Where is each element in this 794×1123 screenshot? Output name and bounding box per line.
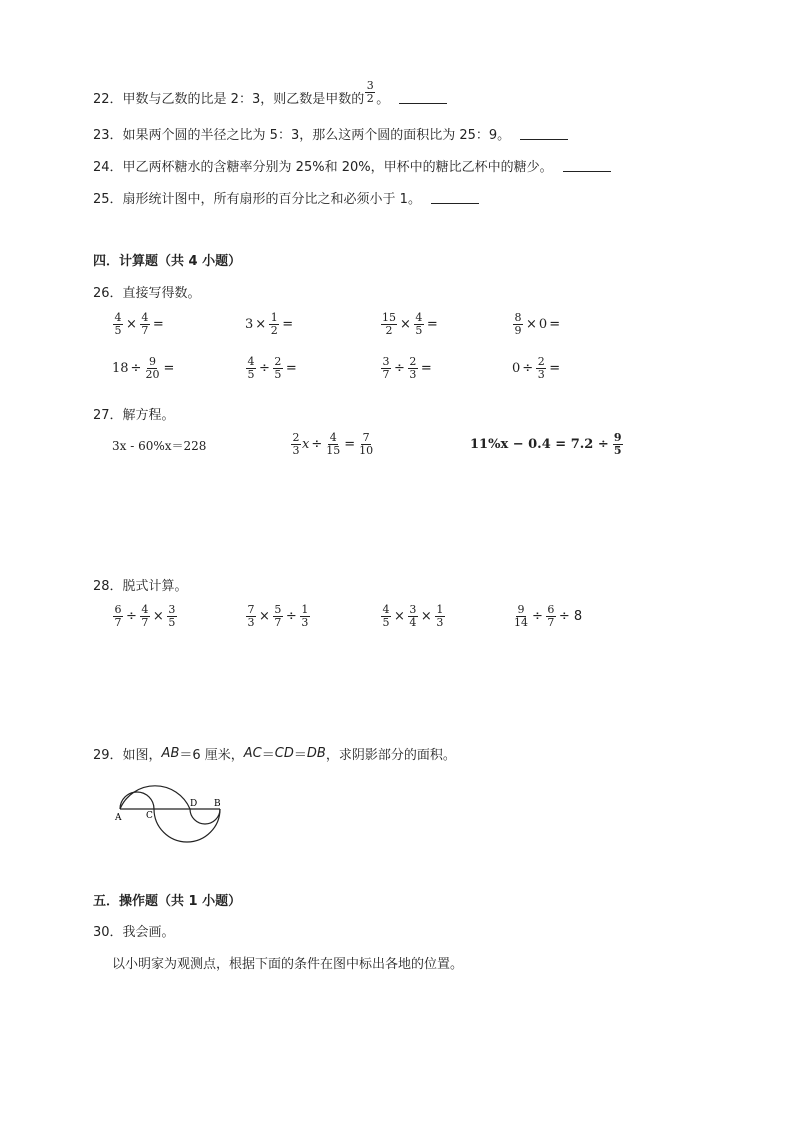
- point-a-label: A: [115, 813, 122, 823]
- answer-blank[interactable]: [563, 159, 611, 172]
- question-28: 28．脱式计算。: [93, 579, 188, 594]
- point-c-label: C: [146, 811, 153, 821]
- equation-3: 11%x − 0.4 = 7.2 ÷ $\frac{9}{5}$: [470, 431, 622, 457]
- calc-expression: $\frac{4}{5}$ ÷ $\frac{2}{5}$ =: [247, 355, 297, 381]
- q22-fraction: $\frac{3}{2}$: [366, 79, 374, 105]
- question-27: 27．解方程。: [93, 408, 175, 423]
- question-24: 24．甲乙两杯糖水的含糖率分别为 25%和 20%，甲杯中的糖比乙杯中的糖少。: [93, 156, 611, 175]
- calc-expression: $\frac{7}{3}$ × $\frac{5}{7}$ ÷ $\frac{1}{3}$: [247, 603, 309, 629]
- calc-expression: $\frac{8}{9}$ × 0 =: [514, 311, 561, 337]
- question-30: 30．我会画。: [93, 925, 175, 940]
- calc-expression: $\frac{4}{5}$ × $\frac{3}{4}$ × $\frac{1}{3}$: [382, 603, 444, 629]
- calc-expression: $\frac{9}{14}$ ÷ $\frac{6}{7}$ ÷ 8: [514, 603, 583, 629]
- equation-2: $\frac{2}{3}$ x ÷ $\frac{4}{15}$ = $\frac{7}{10}$: [292, 431, 374, 457]
- question-30-instruction: 以小明家为观测点，根据下面的条件在图中标出各地的位置。: [112, 957, 464, 972]
- question-29: 29．如图， AB ＝6 厘米， AC ＝ CD ＝ DB ，求阴影部分的面积。: [93, 746, 456, 763]
- calc-expression: $\frac{6}{7}$ ÷ $\frac{4}{7}$ × $\frac{3}{5}$: [114, 603, 176, 629]
- semicircle-figure: [110, 768, 235, 858]
- calc-expression: $\frac{4}{5}$ × $\frac{4}{7}$ =: [114, 311, 164, 337]
- calc-expression: 3 × $\frac{1}{2}$ =: [245, 311, 294, 337]
- section-5-title: 五．操作题（共 1 小题）: [93, 894, 242, 909]
- question-22: 22．甲数与乙数的比是 2：3，则乙数是甲数的 $\frac{3}{2}$ 。: [93, 88, 447, 107]
- question-25: 25．扇形统计图中，所有扇形的百分比之和必须小于 1。: [93, 188, 479, 207]
- answer-blank[interactable]: [520, 127, 568, 140]
- answer-blank[interactable]: [431, 191, 479, 204]
- q22-text: 22．甲数与乙数的比是 2：3，则乙数是甲数的: [93, 92, 365, 107]
- equation-1: 3x - 60%x＝228: [112, 439, 207, 453]
- question-23: 23．如果两个圆的半径之比为 5：3，那么这两个圆的面积比为 25：9。: [93, 124, 568, 143]
- answer-blank[interactable]: [399, 91, 447, 104]
- calc-expression: 18 ÷ $\frac{9}{20}$ =: [112, 355, 175, 381]
- section-4-title: 四．计算题（共 4 小题）: [93, 254, 242, 269]
- calc-expression: $\frac{3}{7}$ ÷ $\frac{2}{3}$ =: [382, 355, 432, 381]
- calc-expression: 0 ÷ $\frac{2}{3}$ =: [512, 355, 561, 381]
- question-26: 26．直接写得数。: [93, 286, 201, 301]
- point-b-label: B: [214, 799, 221, 809]
- calc-expression: $\frac{15}{2}$ × $\frac{4}{5}$ =: [382, 311, 438, 337]
- point-d-label: D: [190, 799, 198, 809]
